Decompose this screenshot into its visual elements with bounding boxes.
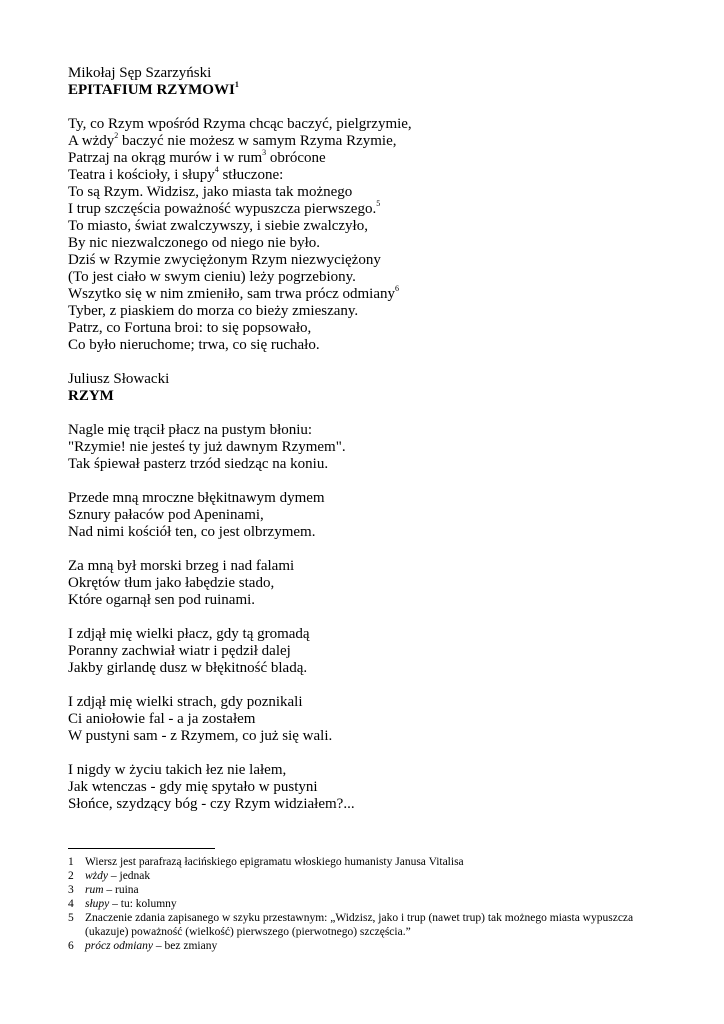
poem-line: A wżdy$^2$ baczyć nie możesz w samym Rzyma Rzymie, (68, 131, 397, 149)
document-page (68, 65, 668, 813)
poem1-title-text: EPITAFIUM RZYMOWI (68, 82, 235, 98)
poem-line: Poranny zachwiał wiatr i pędził dalej (68, 643, 291, 659)
spacer (68, 405, 668, 422)
poem-line: Nad nimi kościół ten, co jest olbrzymem. (68, 524, 316, 540)
poem-line: Ci aniołowie fal - a ja zostałem (68, 711, 256, 727)
stanza (68, 694, 668, 745)
footnote-item (68, 911, 668, 939)
footnote-ref: 6 (395, 284, 400, 293)
footnote-item (68, 883, 668, 897)
footnote-number: 4 (68, 898, 74, 910)
footnote-term: wżdy (85, 870, 108, 882)
stanza (68, 490, 668, 541)
footnote-text: Wiersz jest parafrazą łacińskiego epigramatu włoskiego humanisty Janusa Vitalisa (85, 856, 464, 868)
spacer (68, 609, 668, 626)
footnote-number: 2 (68, 870, 74, 882)
footnote-ref: 4 (214, 165, 219, 174)
poem-line: Które ogarnął sen pod ruinami. (68, 592, 256, 608)
poem-line: Teatra i kościoły, i słupy$^4$ stłuczone: (68, 165, 284, 183)
footnote-text: rum – ruina (85, 884, 139, 896)
poem-line: (To jest ciało w swym cieniu) leży pogrzebiony. (68, 269, 356, 285)
footnote-term: prócz odmiany (85, 940, 154, 952)
stanza (68, 558, 668, 609)
footnote-text: wżdy – jednak (85, 870, 151, 882)
footnote-item (68, 897, 668, 911)
poem-line: Patrz, co Fortuna broi: to się popsowało, (68, 320, 312, 336)
poem-line: I nigdy w życiu takich łez nie lałem, (68, 762, 287, 778)
poem-line: Co było nieruchome; trwa, co się ruchało. (68, 337, 320, 353)
poem2-author: Juliusz Słowacki (68, 371, 170, 387)
poem-line: To są Rzym. Widzisz, jako miasta tak możnego (68, 184, 353, 200)
poem-line: I trup szczęścia poważność wypuszcza pierwszego.$^5$ (68, 199, 381, 217)
poem-line: By nic niezwalczonego od niego nie było. (68, 235, 321, 251)
footnote-item (68, 855, 668, 869)
spacer (68, 745, 668, 762)
spacer (68, 677, 668, 694)
poem1-title (68, 82, 668, 99)
footnote-number: 3 (68, 884, 74, 896)
poem-line: Jak wtenczas - gdy mię spytało w pustyni (68, 779, 318, 795)
poem-line: Jakby girlandę dusz w błękitność bladą. (68, 660, 308, 676)
poem-line: Wszytko się w nim zmieniło, sam trwa prócz odmiany$^6$ (68, 284, 400, 302)
poem2-body (68, 422, 668, 813)
footnote-ref: 5 (376, 199, 381, 208)
poem-line: Słońce, szydzący bóg - czy Rzym widziałem?... (68, 796, 355, 812)
poem-line: Ty, co Rzym wpośród Rzyma chcąc baczyć, pielgrzymie, (68, 116, 412, 132)
footnote-number: 1 (68, 856, 74, 868)
poem-line: To miasto, świat zwalczywszy, i siebie zwalczyło, (68, 218, 368, 234)
poem-line: W pustyni sam - z Rzymem, co już się wali. (68, 728, 333, 744)
footnote-ref: 2 (114, 131, 119, 140)
poem-line: Dziś w Rzymie zwyciężonym Rzym niezwyciężony (68, 252, 381, 268)
footnote-number: 6 (68, 940, 74, 952)
footnote-item (68, 939, 668, 953)
footnote-ref: 3 (262, 148, 267, 157)
poem-line: Sznury pałaców pod Apeninami, (68, 507, 264, 523)
stanza (68, 626, 668, 677)
poem-line: Nagle mię trącił płacz na pustym błoniu: (68, 422, 313, 438)
poem-line: Tak śpiewał pasterz trzód siedząc na koniu. (68, 456, 329, 472)
poem1-author: Mikołaj Sęp Szarzyński (68, 65, 212, 81)
poem-line: Za mną był morski brzeg i nad falami (68, 558, 295, 574)
spacer (68, 354, 668, 371)
footnote-term: słupy (85, 898, 110, 910)
footnote-text: Znaczenie zdania zapisanego w szyku przestawnym: „Widzisz, jako i trup (nawet trup) tak możnego miasta wypuszcza (ukazuje) poważność (wielkość) pierwszego (pierwotnego) szczęścia.” (85, 912, 634, 938)
footnotes (68, 848, 668, 953)
poem2-title: RZYM (68, 388, 114, 404)
footnote-separator (68, 848, 215, 849)
spacer (68, 99, 668, 116)
poem-line: "Rzymie! nie jesteś ty już dawnym Rzymem". (68, 439, 346, 455)
footnote-text: słupy – tu: kolumny (85, 898, 177, 910)
footnote-ref: 1 (234, 80, 239, 89)
spacer (68, 473, 668, 490)
poem-line: Okrętów tłum jako łabędzie stado, (68, 575, 275, 591)
stanza (68, 422, 668, 473)
poem-line: Patrzaj na okrąg murów i w rum$^3$ obrócone (68, 148, 326, 166)
poem-line: Przede mną mroczne błękitnawym dymem (68, 490, 325, 506)
footnote-number: 5 (68, 912, 74, 924)
poem-line: Tyber, z piaskiem do morza co bieży zmieszany. (68, 303, 359, 319)
stanza (68, 762, 668, 813)
poem-line: I zdjął mię wielki płacz, gdy tą gromadą (68, 626, 310, 642)
poem1-body (68, 116, 668, 354)
footnote-term: rum (85, 884, 104, 896)
footnote-item (68, 869, 668, 883)
spacer (68, 541, 668, 558)
footnote-list (68, 855, 668, 953)
poem-line: I zdjął mię wielki strach, gdy poznikali (68, 694, 303, 710)
footnote-text: prócz odmiany – bez zmiany (85, 940, 218, 952)
